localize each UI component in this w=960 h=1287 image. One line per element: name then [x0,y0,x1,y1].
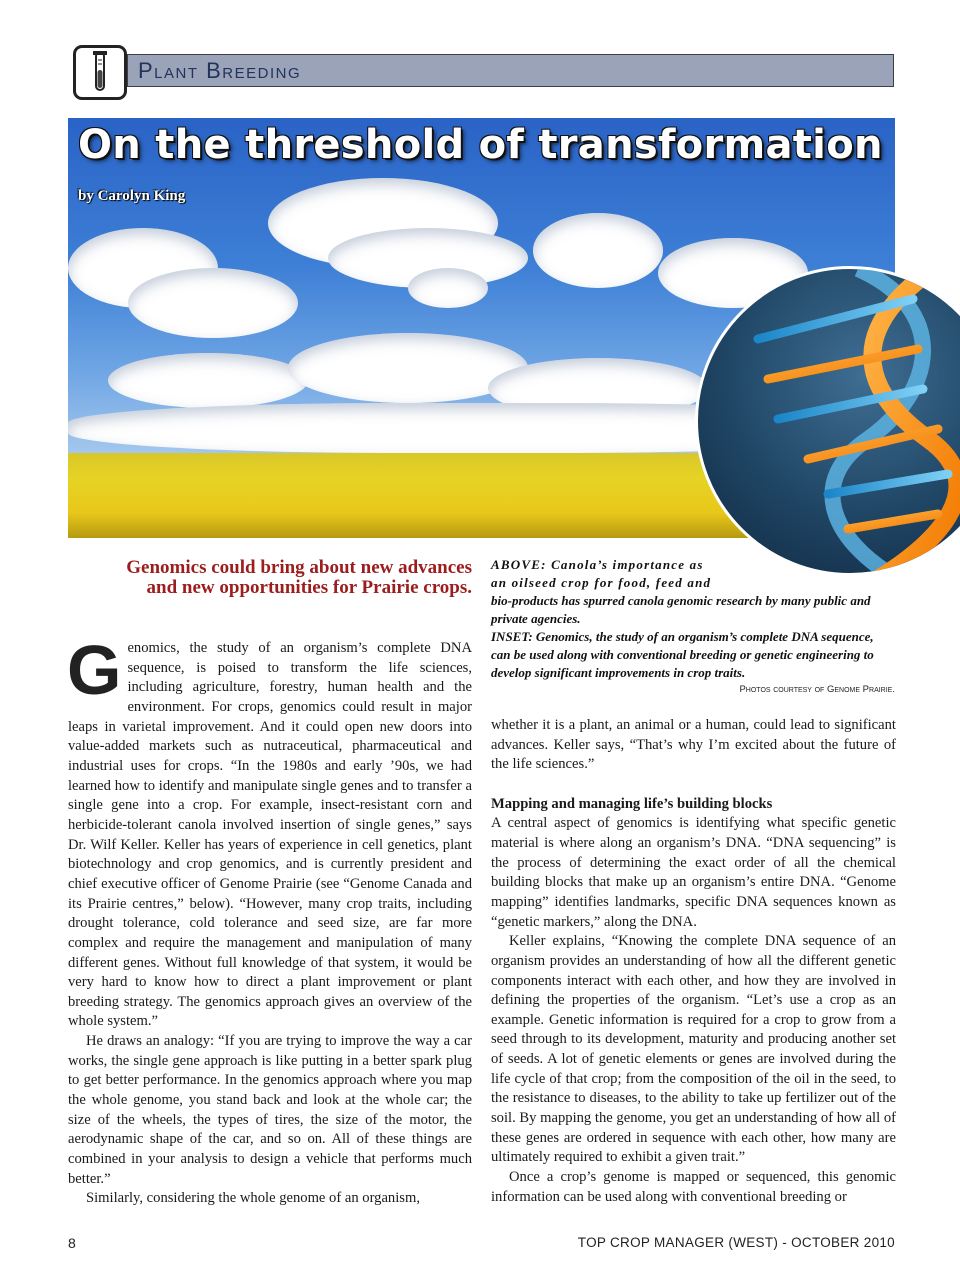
article-headline: On the threshold of transformation [78,122,883,168]
publication-footer: TOP CROP MANAGER (WEST) - OCTOBER 2010 [577,1235,895,1250]
page-number: 8 [68,1235,76,1251]
body-paragraph: Keller explains, “Knowing the complete DNA sequence of an organism provides an understanding of how all the different genetic components interact with each other, and how they are involved in defining the properties of the organism. “Let’s use a crop as an example. Genetic information is required for a crop to grow from a seed through to its development, maturity and producing another set of seeds. A lot of genetic elements or genes are involved during the life cycle of that crop; from the composition of the oil in the seed, to the resistance to diseases, to the ability to take up fertilizer out of the soil. By mapping the genome, you get an understanding of how all of these genes are ordered in sequence with each other, how many are ultimately required to exhibit a given trait.” [491,933,896,1166]
body-paragraph: whether it is a plant, an animal or a human, could lead to significant advances. Keller says, “That’s why I’m excited about the future of the life sciences.” [491,717,896,773]
caption-inset-text: Genomics, the study of an organism’s complete DNA sequence, can be used along with conventional breeding or genetic engineering to develop significant improvements in crop traits. [491,629,874,680]
drop-cap: G [67,631,122,709]
section-subhead: Mapping and managing life’s building blocks [491,795,773,812]
caption-inset-label: INSET: [491,629,533,644]
dna-helix-illustration [698,269,960,576]
body-paragraph: A central aspect of genomics is identifying what specific genetic material is where along an organism’s DNA. “DNA sequencing” is the process of determining the exact order of all the chemical building blocks that make up an organism’s entire DNA. “Genome mapping” identifies landmarks, specific DNA sequences known as “genetic markers,” along the DNA. [491,815,896,930]
test-tube-icon [76,48,124,97]
byline: by Carolyn King [78,188,186,204]
body-paragraph: Similarly, considering the whole genome of an organism, [86,1190,420,1207]
section-header-bar [127,54,894,87]
body-left-column [67,631,472,1209]
caption-above-line1: Canola’s importance as [551,557,704,572]
dna-inset-photo [695,266,960,576]
section-icon-frame [73,45,127,100]
caption-above-rest: bio-products has spurred canola genomic research by many public and private agencies. [491,593,871,626]
body-right-column [491,716,896,1207]
body-paragraph: He draws an analogy: “If you are trying to improve the way a car works, the single gene approach is like putting in a better spark plug to get better performance. In the genomics approach where you map the whole genome, you stand back and look at the whole car; the size of the wheels, the types of tires, the size of the motor, the aerodynamic shape of the car, and so on. All of these things are combined in your analysis to design a vehicle that performs much better.” [68,1033,472,1187]
body-paragraph: enomics, the study of an organism’s complete DNA sequence, is poised to transform the life sciences, including agriculture, forestry, human health and the environment. For crops, genomics could result in major leaps in varietal improvement. And it could open new doors into value-added markets such as nutraceutical, pharmaceutical and industrial uses for crops. “In the 1980s and early ’90s, we had learned how to identify and manipulate single genes and to transfer a single gene into a crop. For example, insect-resistant corn and herbicide-tolerant canola involved insertion of single genes,” says Dr. Wilf Keller. Keller has years of experience in cell genetics, plant biotechnology and crop genomics, and is currently president and chief executive officer of Genome Prairie (see “Genome Canada and its Prairie centres,” below). “However, many crop traits, including drought tolerance, cold tolerance and seed size, are far more complex and require the management and manipulation of many different genes. Without full knowledge of that system, it would be very hard to know how to direct a plant improvement or plant breeding strategy. The genomics approach gives an overview of the whole system.” [68,640,472,1030]
article-deck: Genomics could bring about new advances and new opportunities for Prairie crops. [126,557,472,598]
photo-credit: Photos courtesy of Genome Prairie. [739,684,895,695]
section-title: Plant Breeding [138,58,302,83]
caption-above-label: ABOVE: [491,557,547,572]
photo-caption [491,556,896,682]
body-paragraph: Once a crop’s genome is mapped or sequenced, this genomic information can be used along with conventional breeding or [491,1169,896,1205]
caption-above-line2: an oilseed crop for food, feed and [491,575,712,590]
